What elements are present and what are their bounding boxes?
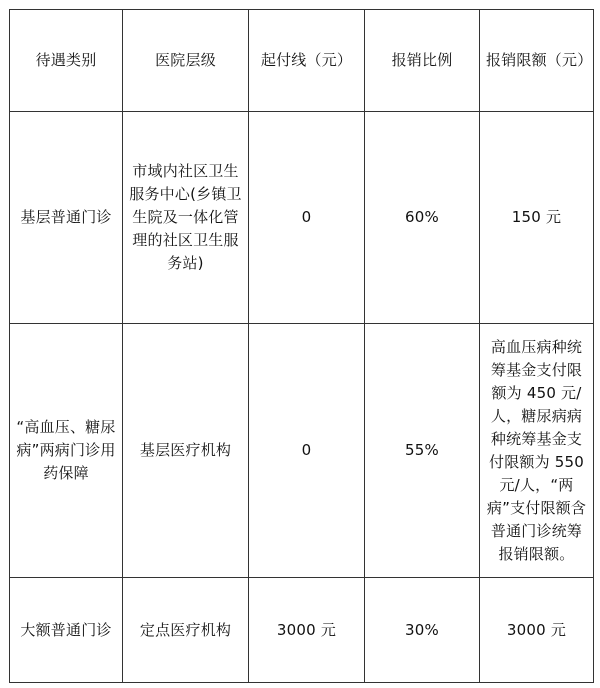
header-limit: 报销限额（元） [480, 10, 594, 112]
header-category: 待遇类别 [10, 10, 123, 112]
table-row [10, 578, 594, 683]
outpatient-reimbursement-table [9, 9, 594, 683]
cell-ratio: 30% [365, 578, 480, 683]
cell-hospital-level: 基层医疗机构 [123, 324, 249, 578]
cell-hospital-level: 定点医疗机构 [123, 578, 249, 683]
cell-deductible: 3000 元 [249, 578, 365, 683]
header-ratio: 报销比例 [365, 10, 480, 112]
cell-limit: 高血压病种统筹基金支付限额为 450 元/人，糖尿病病种统筹基金支付限额为 550 元/人，“两病”支付限额含普通门诊统筹报销限额。 [480, 324, 594, 578]
cell-limit: 3000 元 [480, 578, 594, 683]
cell-deductible: 0 [249, 324, 365, 578]
table-row [10, 324, 594, 578]
cell-ratio: 60% [365, 112, 480, 324]
cell-limit: 150 元 [480, 112, 594, 324]
table-header-row [10, 10, 594, 112]
cell-ratio: 55% [365, 324, 480, 578]
header-deductible: 起付线（元） [249, 10, 365, 112]
cell-hospital-level: 市域内社区卫生服务中心(乡镇卫生院及一体化管理的社区卫生服务站) [123, 112, 249, 324]
cell-deductible: 0 [249, 112, 365, 324]
cell-category: 基层普通门诊 [10, 112, 123, 324]
cell-category: “高血压、糖尿病”两病门诊用药保障 [10, 324, 123, 578]
header-hospital-level: 医院层级 [123, 10, 249, 112]
cell-category: 大额普通门诊 [10, 578, 123, 683]
table-row [10, 112, 594, 324]
